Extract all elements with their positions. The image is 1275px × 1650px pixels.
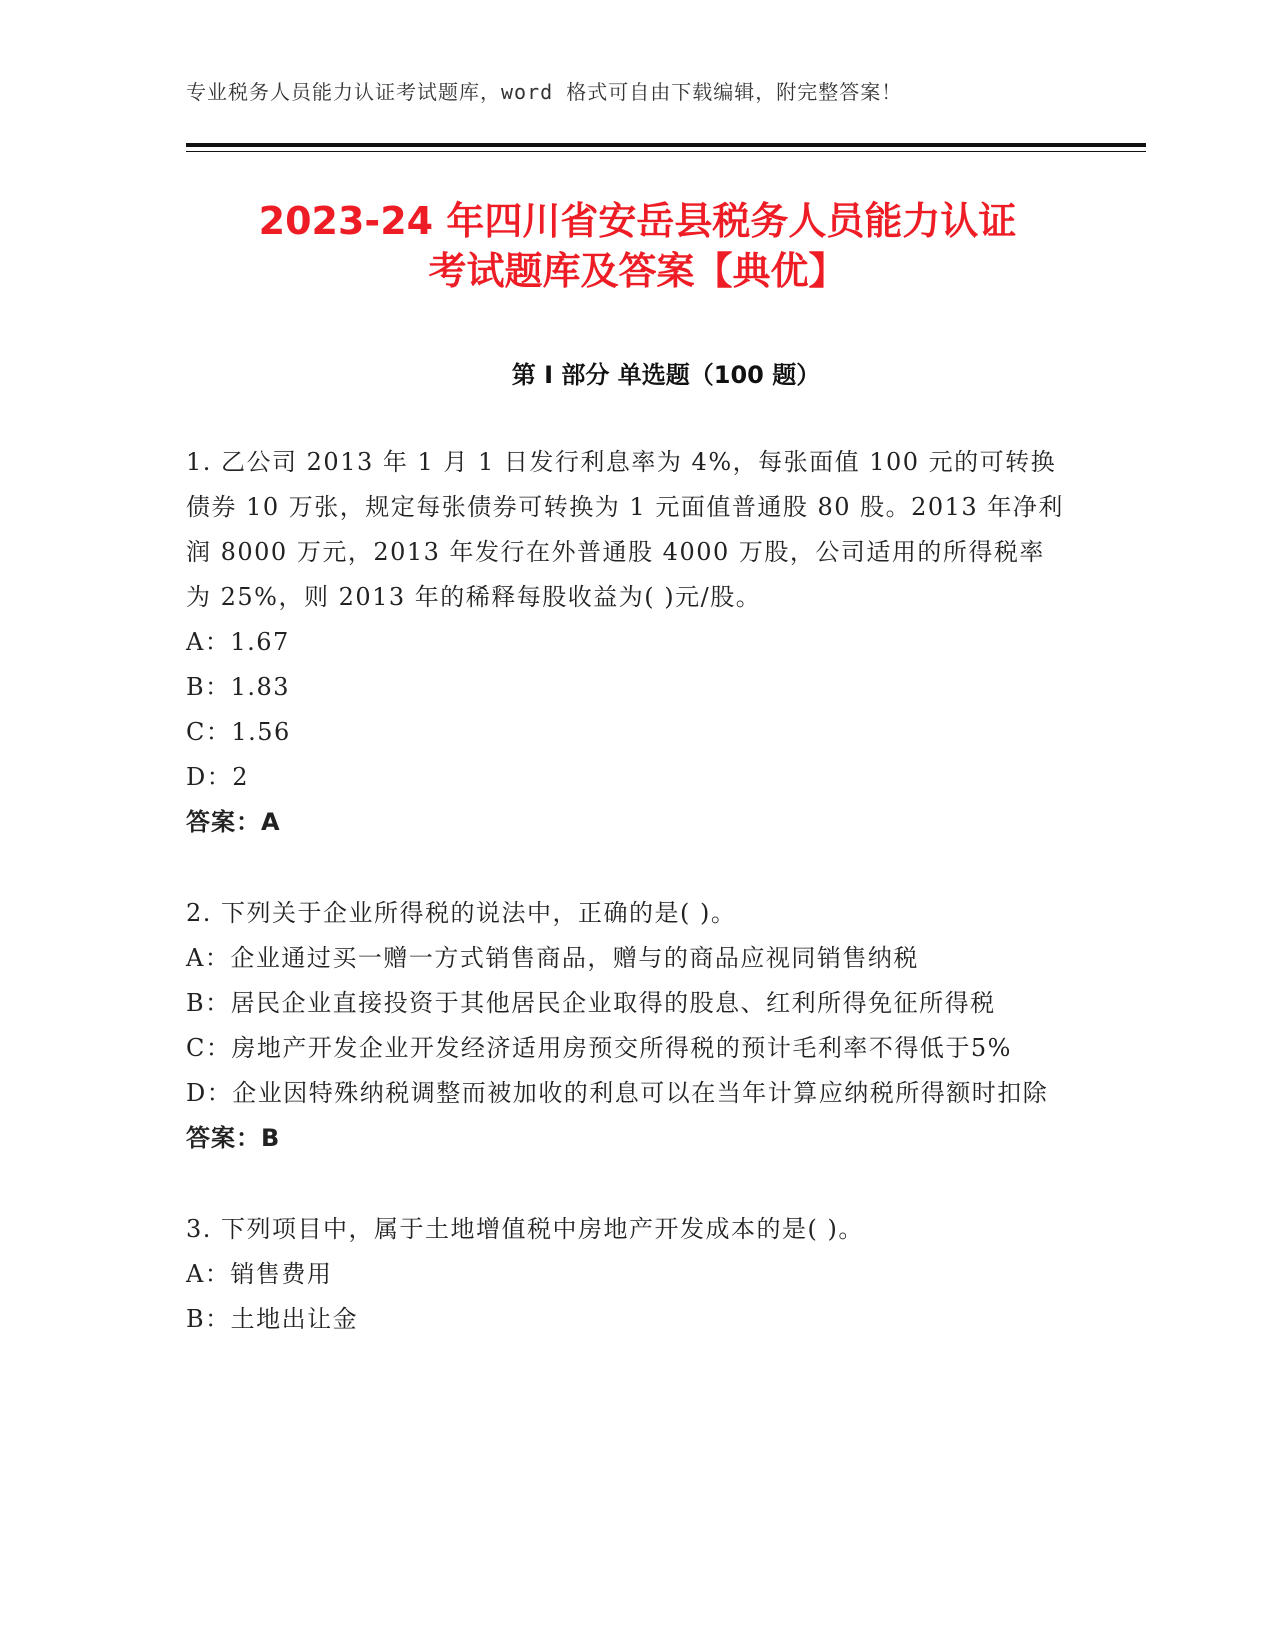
option-b: B：土地出让金 — [186, 1305, 359, 1333]
answer-label: 答案：B — [186, 1124, 281, 1152]
header-divider-thin — [186, 151, 1146, 152]
option-c: C：房地产开发企业开发经济适用房预交所得税的预计毛利率不得低于5% — [186, 1034, 1012, 1062]
question-text: 1. 乙公司 2013 年 1 月 1 日发行利息率为 4%，每张面值 100 元的可转换债券 10 万张，规定每张债券可转换为 1 元面值普通股 80 股。2013 年净利润 8000 万元，2013 年发行在外普通股 4000 万股，公司适用的所得税率为 25%，则 2013 年的稀释每股收益为( )元/股。 — [186, 448, 1064, 611]
option-d: D：企业因特殊纳税调整而被加收的利息可以在当年计算应纳税所得额时扣除 — [186, 1079, 1049, 1107]
option-a: A：销售费用 — [186, 1260, 333, 1288]
option-c: C：1.56 — [186, 718, 291, 746]
header-divider-thick — [186, 143, 1146, 147]
question-1 — [186, 440, 1066, 845]
question-2 — [186, 891, 1066, 1161]
option-a: A：1.67 — [186, 628, 290, 656]
document-title-line-1: 2023-24 年四川省安岳县税务人员能力认证 — [258, 199, 1017, 243]
answer-label: 答案：A — [186, 808, 281, 836]
option-b: B：居民企业直接投资于其他居民企业取得的股息、红利所得免征所得税 — [186, 989, 996, 1017]
question-3 — [186, 1207, 1066, 1342]
document-title — [150, 196, 1125, 296]
question-spacer — [186, 845, 1066, 891]
header-note: 专业税务人员能力认证考试题库，word 格式可自由下载编辑，附完整答案！ — [186, 80, 903, 104]
question-spacer — [186, 1161, 1066, 1207]
section-title: 第 I 部分 单选题（100 题） — [511, 361, 821, 389]
question-text: 3. 下列项目中，属于土地增值税中房地产开发成本的是( )。 — [186, 1215, 864, 1243]
question-text: 2. 下列关于企业所得税的说法中，正确的是( )。 — [186, 899, 737, 927]
option-b: B：1.83 — [186, 673, 291, 701]
question-list — [186, 440, 1066, 1342]
option-a: A：企业通过买一赠一方式销售商品，赠与的商品应视同销售纳税 — [186, 944, 919, 972]
option-d: D：2 — [186, 763, 250, 791]
document-title-line-2: 考试题库及答案【典优】 — [428, 249, 847, 293]
